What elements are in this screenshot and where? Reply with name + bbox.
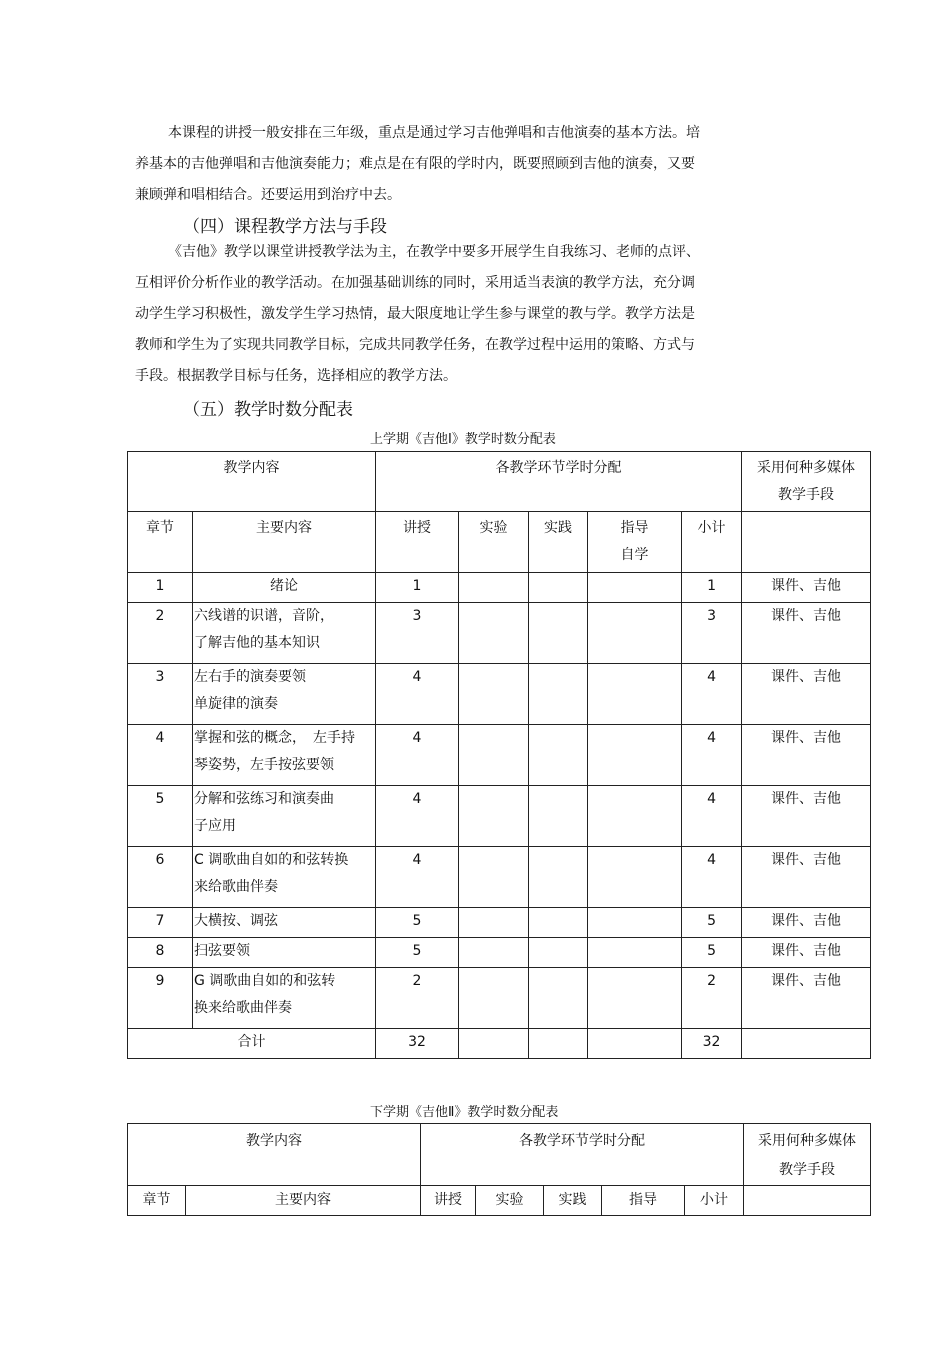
para-line: 教师和学生为了实现共同教学目标，完成共同教学任务，在教学过程中运用的策略、方式与 [135, 337, 695, 353]
header-content: 教学内容 [128, 452, 376, 512]
row-lecture: 3 [376, 603, 459, 664]
table-row [128, 847, 871, 908]
methods-paragraph [135, 237, 735, 392]
header-allocation: 各教学环节学时分配 [421, 1124, 744, 1186]
header-main: 主要内容 [186, 1186, 421, 1216]
table-row [128, 603, 871, 664]
header-experiment: 实验 [476, 1186, 544, 1216]
row-chapter: 8 [128, 938, 193, 968]
total-lecture: 32 [376, 1029, 459, 1059]
row-content: 扫弦要领 [193, 938, 376, 968]
header-guided: 指导 自学 [588, 512, 682, 573]
table2-caption: 下学期《吉他Ⅱ》教学时数分配表 [370, 1105, 559, 1120]
table-row [128, 968, 871, 1029]
table-row [128, 664, 871, 725]
row-media: 课件、吉他 [742, 573, 871, 603]
row-media: 课件、吉他 [742, 968, 871, 1029]
row-chapter: 7 [128, 908, 193, 938]
row-content: G 调歌曲自如的和弦转 换来给歌曲伴奏 [193, 968, 376, 1029]
row-lecture: 4 [376, 664, 459, 725]
intro-paragraph [135, 118, 735, 211]
row-media: 课件、吉他 [742, 938, 871, 968]
hours-table-term2 [127, 1123, 871, 1216]
header-practice: 实践 [529, 512, 588, 573]
row-lecture: 1 [376, 573, 459, 603]
header-subtotal: 小计 [685, 1186, 744, 1216]
header-lecture: 讲授 [421, 1186, 476, 1216]
row-media: 课件、吉他 [742, 847, 871, 908]
row-media: 课件、吉他 [742, 603, 871, 664]
row-lecture: 5 [376, 908, 459, 938]
row-subtotal: 4 [682, 847, 742, 908]
para-line: 《吉他》教学以课堂讲授教学法为主，在教学中要多开展学生自我练习、老师的点评、 [168, 244, 700, 260]
total-label: 合计 [128, 1029, 376, 1059]
header-media: 采用何种多媒体 教学手段 [744, 1124, 871, 1186]
row-chapter: 4 [128, 725, 193, 786]
row-subtotal: 1 [682, 573, 742, 603]
header-allocation: 各教学环节学时分配 [376, 452, 742, 512]
header-guided: 指导 [602, 1186, 685, 1216]
header-experiment: 实验 [459, 512, 529, 573]
row-lecture: 4 [376, 786, 459, 847]
row-chapter: 5 [128, 786, 193, 847]
header-chapter: 章节 [128, 512, 193, 573]
header-chapter: 章节 [128, 1186, 186, 1216]
row-lecture: 5 [376, 938, 459, 968]
header-practice: 实践 [544, 1186, 602, 1216]
row-media: 课件、吉他 [742, 786, 871, 847]
header-lecture: 讲授 [376, 512, 459, 573]
row-content: 大横按、调弦 [193, 908, 376, 938]
header-media: 采用何种多媒体 教学手段 [742, 452, 871, 512]
row-content: 掌握和弦的概念， 左手持 琴姿势，左手按弦要领 [193, 725, 376, 786]
para-line: 动学生学习积极性，激发学生学习热情，最大限度地让学生参与课堂的教与学。教学方法是 [135, 306, 695, 322]
section-heading-4: （四）课程教学方法与手段 [183, 217, 387, 237]
row-content: 绪论 [193, 573, 376, 603]
row-media: 课件、吉他 [742, 725, 871, 786]
row-subtotal: 2 [682, 968, 742, 1029]
table-row [128, 573, 871, 603]
table-row [128, 908, 871, 938]
table1-caption: 上学期《吉他Ⅰ》教学时数分配表 [370, 432, 556, 447]
row-lecture: 4 [376, 847, 459, 908]
header-main: 主要内容 [193, 512, 376, 573]
header-content: 教学内容 [128, 1124, 421, 1186]
para-line: 兼顾弹和唱相结合。还要运用到治疗中去。 [135, 187, 401, 203]
row-chapter: 3 [128, 664, 193, 725]
row-content: 左右手的演奏要领 单旋律的演奏 [193, 664, 376, 725]
row-lecture: 4 [376, 725, 459, 786]
row-subtotal: 4 [682, 664, 742, 725]
header-empty [742, 512, 871, 573]
row-subtotal: 5 [682, 908, 742, 938]
total-row [128, 1029, 871, 1059]
row-subtotal: 4 [682, 786, 742, 847]
row-chapter: 2 [128, 603, 193, 664]
header-subtotal: 小计 [682, 512, 742, 573]
row-chapter: 1 [128, 573, 193, 603]
row-content: 六线谱的识谱，音阶， 了解吉他的基本知识 [193, 603, 376, 664]
table-row [128, 786, 871, 847]
para-line: 互相评价分析作业的教学活动。在加强基础训练的同时，采用适当表演的教学方法，充分调 [135, 275, 695, 291]
section-heading-5: （五）教学时数分配表 [183, 400, 353, 420]
row-content: C 调歌曲自如的和弦转换 来给歌曲伴奏 [193, 847, 376, 908]
row-chapter: 9 [128, 968, 193, 1029]
row-subtotal: 4 [682, 725, 742, 786]
row-lecture: 2 [376, 968, 459, 1029]
row-content: 分解和弦练习和演奏曲 子应用 [193, 786, 376, 847]
row-media: 课件、吉他 [742, 908, 871, 938]
para-line: 手段。根据教学目标与任务，选择相应的教学方法。 [135, 368, 457, 384]
row-subtotal: 5 [682, 938, 742, 968]
row-media: 课件、吉他 [742, 664, 871, 725]
table-row [128, 725, 871, 786]
total-subtotal: 32 [682, 1029, 742, 1059]
row-chapter: 6 [128, 847, 193, 908]
row-subtotal: 3 [682, 603, 742, 664]
para-line: 养基本的吉他弹唱和吉他演奏能力；难点是在有限的学时内，既要照顾到吉他的演奏，又要 [135, 156, 695, 172]
header-empty [744, 1186, 871, 1216]
table-row [128, 938, 871, 968]
hours-table-term1 [127, 451, 871, 1059]
para-line: 本课程的讲授一般安排在三年级，重点是通过学习吉他弹唱和吉他演奏的基本方法。培 [168, 125, 700, 141]
